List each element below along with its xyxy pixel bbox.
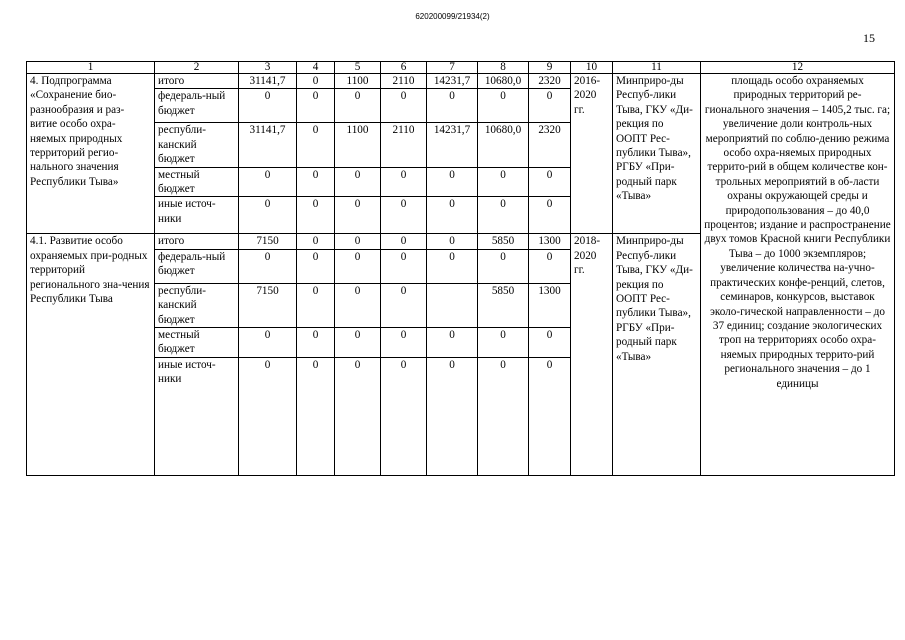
amount-cell: 0 (297, 234, 335, 249)
amount-cell: 0 (381, 167, 427, 197)
amount-cell: 0 (297, 74, 335, 89)
amount-cell: 0 (297, 328, 335, 358)
amount-cell: 0 (239, 357, 297, 475)
amount-cell: 0 (297, 123, 335, 167)
amount-cell: 31141,7 (239, 74, 297, 89)
amount-cell: 2110 (381, 123, 427, 167)
amount-cell: 0 (478, 197, 529, 234)
amount-cell (427, 283, 478, 327)
amount-cell: 0 (297, 283, 335, 327)
funding-source: республи-канский бюджет (155, 283, 239, 327)
col-header: 2 (155, 62, 239, 74)
amount-cell: 0 (478, 357, 529, 475)
amount-cell: 1100 (335, 74, 381, 89)
amount-cell: 31141,7 (239, 123, 297, 167)
amount-cell: 0 (335, 197, 381, 234)
program-table (26, 61, 895, 476)
col-header: 1 (27, 62, 155, 74)
amount-cell: 0 (297, 197, 335, 234)
amount-cell: 0 (529, 328, 571, 358)
document-code: 620200099/21934(2) (415, 12, 490, 21)
funding-source: федераль-ный бюджет (155, 89, 239, 123)
amount-cell: 0 (239, 249, 297, 283)
page-number: 15 (863, 31, 875, 45)
table-row (27, 74, 895, 89)
amount-cell: 0 (427, 249, 478, 283)
amount-cell: 0 (239, 167, 297, 197)
amount-cell: 0 (335, 167, 381, 197)
amount-cell: 5850 (478, 283, 529, 327)
amount-cell: 14231,7 (427, 74, 478, 89)
col-header: 10 (571, 62, 613, 74)
funding-source: местный бюджет (155, 328, 239, 358)
amount-cell: 0 (297, 249, 335, 283)
amount-cell: 7150 (239, 234, 297, 249)
col-header: 5 (335, 62, 381, 74)
header-row (27, 62, 895, 74)
col-header: 7 (427, 62, 478, 74)
amount-cell: 5850 (478, 234, 529, 249)
amount-cell: 10680,0 (478, 74, 529, 89)
subprogram-name: 4. Подпрограмма «Сохранение био-разнообразия и раз-витие особо охра-няемых природных территорий регио-нального значения Республики Тыва» (27, 74, 155, 234)
period: 2018-2020 гг. (571, 234, 613, 475)
amount-cell: 7150 (239, 283, 297, 327)
amount-cell: 0 (529, 89, 571, 123)
amount-cell: 0 (335, 283, 381, 327)
amount-cell: 2320 (529, 74, 571, 89)
amount-cell: 0 (529, 167, 571, 197)
funding-source: местный бюджет (155, 167, 239, 197)
amount-cell: 0 (381, 249, 427, 283)
col-header: 3 (239, 62, 297, 74)
amount-cell: 0 (529, 357, 571, 475)
amount-cell: 2320 (529, 123, 571, 167)
col-header: 4 (297, 62, 335, 74)
amount-cell: 10680,0 (478, 123, 529, 167)
amount-cell: 0 (239, 328, 297, 358)
amount-cell: 0 (478, 89, 529, 123)
amount-cell: 0 (529, 249, 571, 283)
amount-cell: 0 (427, 234, 478, 249)
amount-cell: 0 (478, 249, 529, 283)
amount-cell: 0 (335, 234, 381, 249)
executors: Минприро-ды Респуб-лики Тыва, ГКУ «Ди-рекция по ООПТ Рес-публики Тыва», РГБУ «При-родный парк «Тыва» (613, 74, 701, 234)
funding-source: иные источ-ники (155, 197, 239, 234)
amount-cell: 0 (427, 89, 478, 123)
amount-cell: 1100 (335, 123, 381, 167)
amount-cell: 0 (427, 197, 478, 234)
amount-cell: 0 (478, 167, 529, 197)
amount-cell: 0 (381, 234, 427, 249)
amount-cell: 0 (381, 328, 427, 358)
funding-source: иные источ-ники (155, 357, 239, 475)
col-header: 6 (381, 62, 427, 74)
executors: Минприро-ды Респуб-лики Тыва, ГКУ «Ди-рекция по ООПТ Рес-публики Тыва», РГБУ «При-родный парк «Тыва» (613, 234, 701, 475)
funding-source: федераль-ный бюджет (155, 249, 239, 283)
amount-cell: 0 (335, 357, 381, 475)
amount-cell: 0 (335, 328, 381, 358)
amount-cell: 0 (335, 89, 381, 123)
funding-source: итого (155, 234, 239, 249)
amount-cell: 2110 (381, 74, 427, 89)
amount-cell: 0 (529, 197, 571, 234)
amount-cell: 0 (239, 197, 297, 234)
col-header: 9 (529, 62, 571, 74)
amount-cell: 1300 (529, 283, 571, 327)
subprogram-name: 4.1. Развитие особо охраняемых при-родных территорий регионального зна-чения Республики Тыва (27, 234, 155, 475)
amount-cell: 0 (381, 283, 427, 327)
amount-cell: 0 (427, 357, 478, 475)
amount-cell: 1300 (529, 234, 571, 249)
amount-cell: 0 (297, 89, 335, 123)
amount-cell: 0 (239, 89, 297, 123)
funding-source: итого (155, 74, 239, 89)
amount-cell: 0 (478, 328, 529, 358)
col-header: 12 (701, 62, 895, 74)
amount-cell: 0 (297, 357, 335, 475)
amount-cell: 0 (381, 357, 427, 475)
amount-cell: 0 (297, 167, 335, 197)
amount-cell: 0 (381, 89, 427, 123)
funding-source: республи-канский бюджет (155, 123, 239, 167)
amount-cell: 0 (335, 249, 381, 283)
expected-results: площадь особо охраняемых природных территорий ре-гионального значения – 1405,2 тыс. га; увеличение доли контроль-ных мероприятий по соблю-дению режима особо охра-няемых природных террито-рий в общем количестве кон-трольных мероприятий в об-ласти охраны окружающей среды и природопользования – до 40,0 процентов; издание и распространение двух томов Красной книги Республики Тыва – до 1000 экземпляров; увеличение количества на-учно-практических конфе-ренций, слетов, семинаров, конкурсов, выставок эколо-гической направленности – до 37 единиц; создание экологических троп на территориях особо охра-няемых природных террито-рий регионального значения – до 1 единицы (701, 74, 895, 476)
amount-cell: 14231,7 (427, 123, 478, 167)
amount-cell: 0 (427, 167, 478, 197)
col-header: 11 (613, 62, 701, 74)
col-header: 8 (478, 62, 529, 74)
amount-cell: 0 (381, 197, 427, 234)
amount-cell: 0 (427, 328, 478, 358)
period: 2016-2020 гг. (571, 74, 613, 234)
